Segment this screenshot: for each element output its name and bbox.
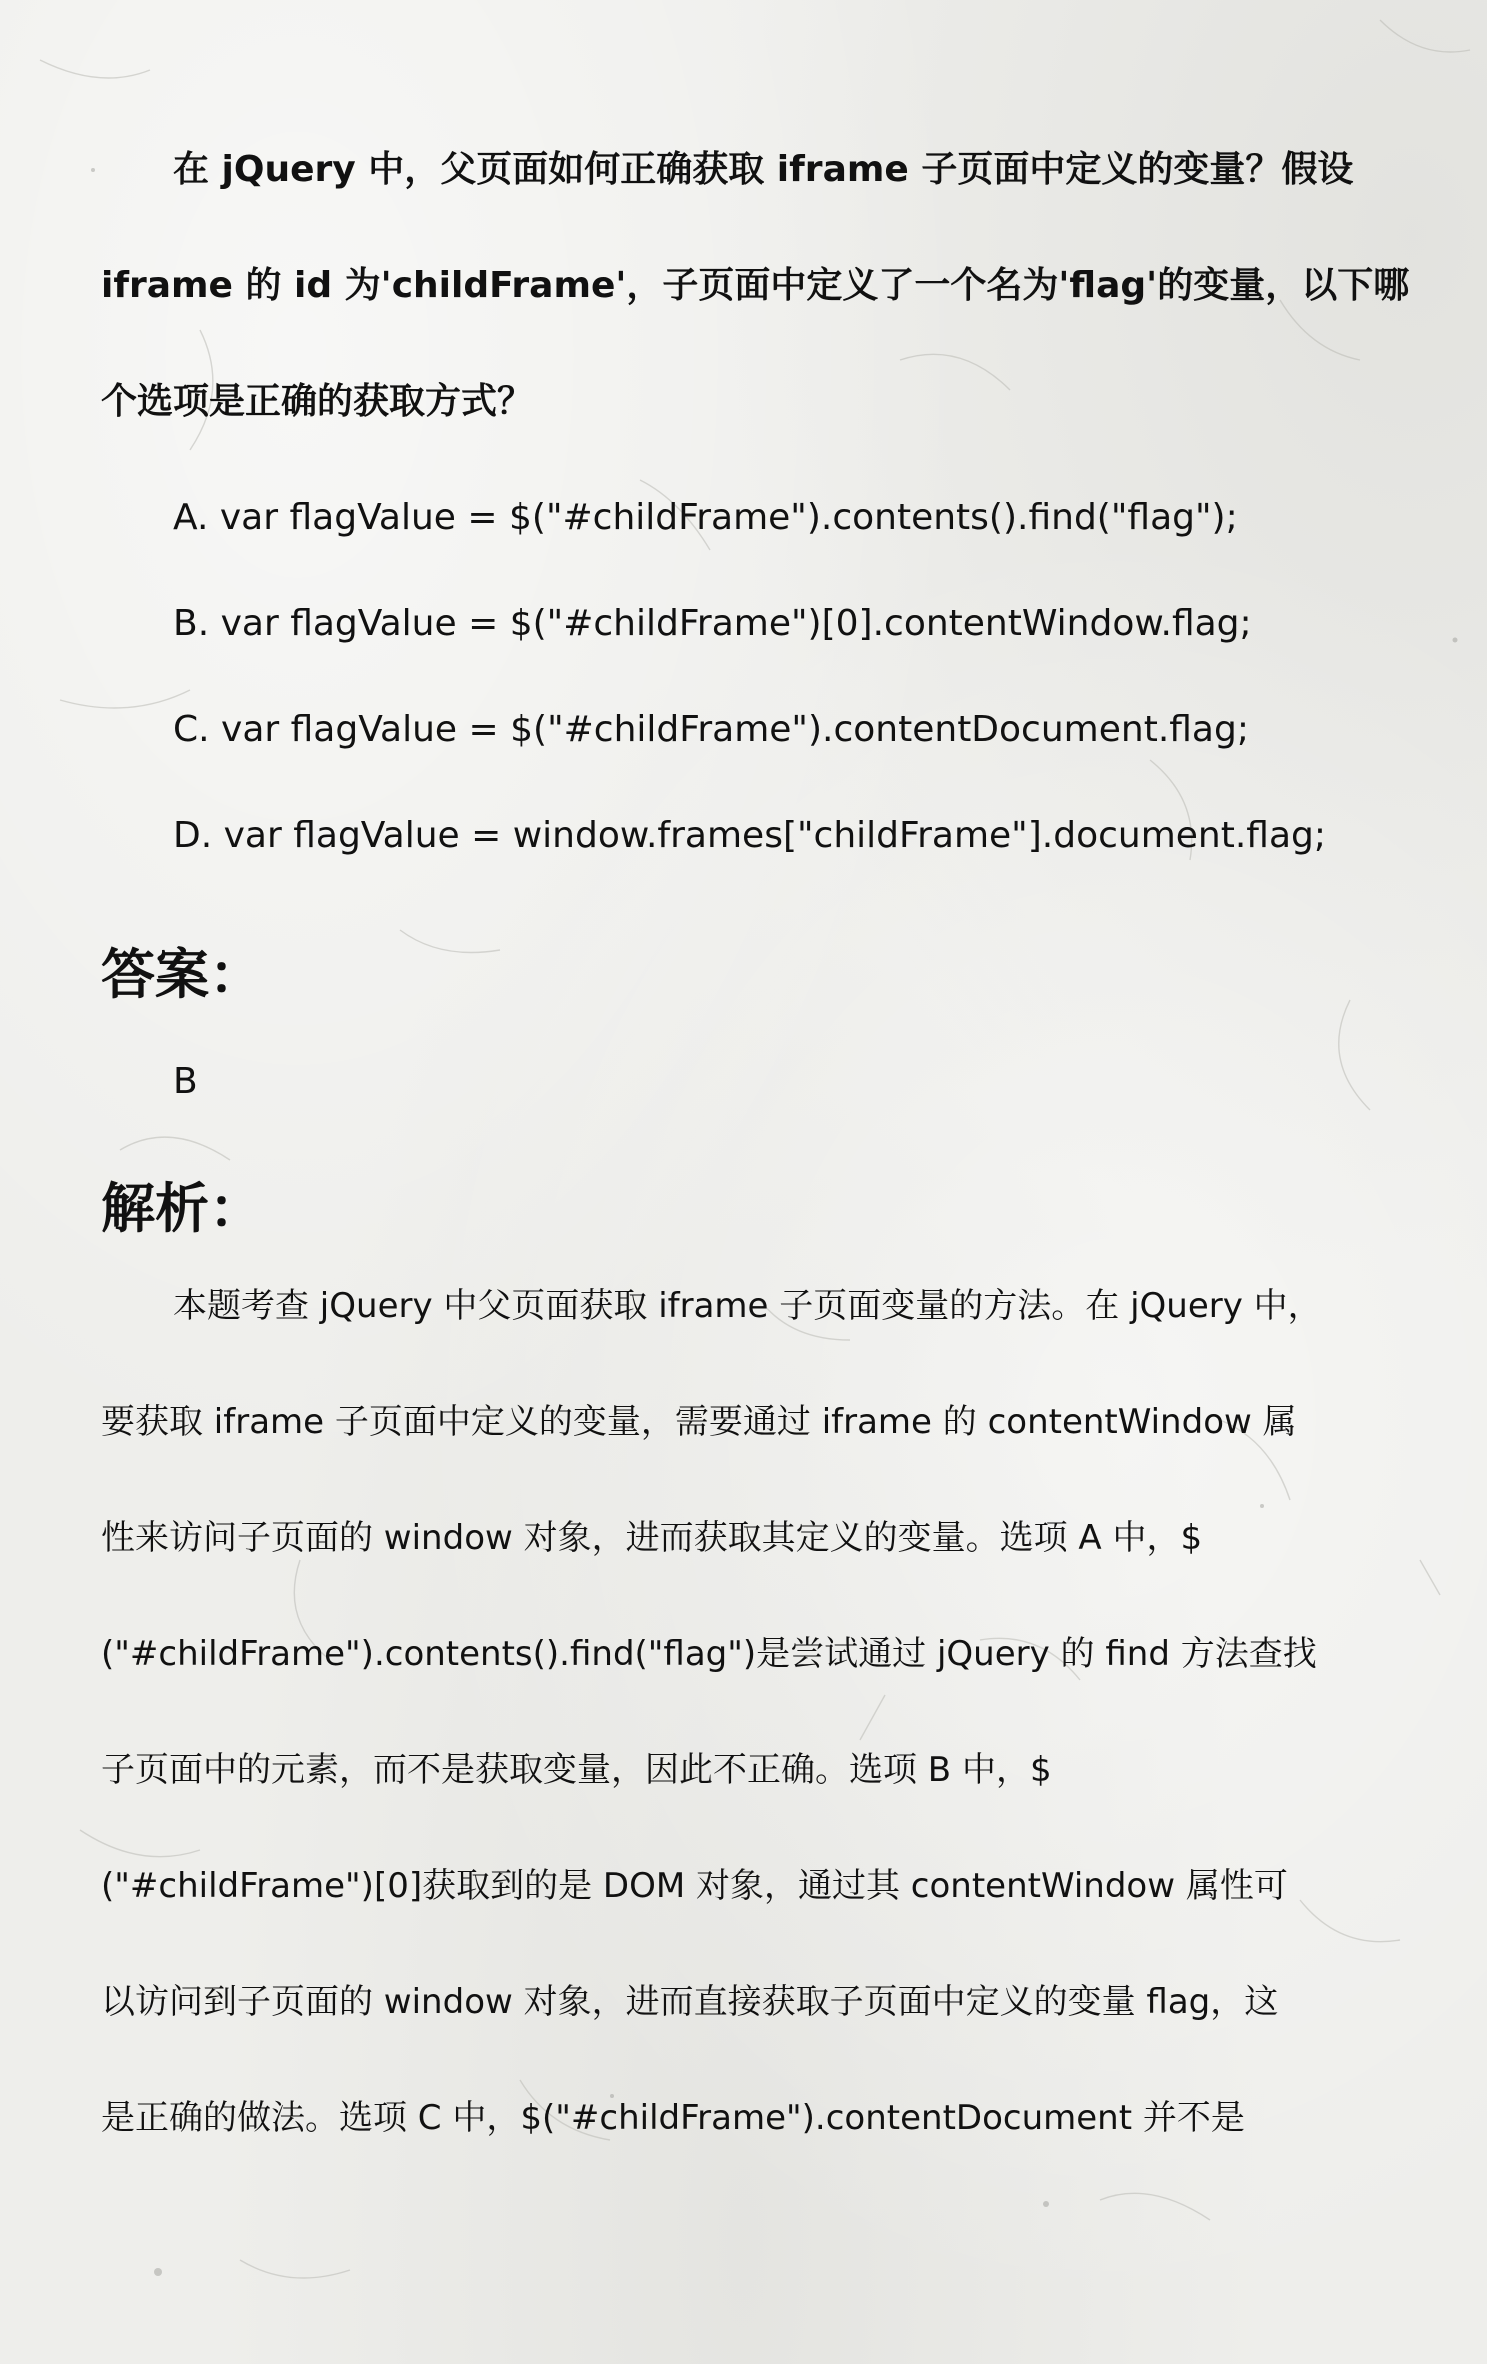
question-block — [101, 128, 1410, 476]
analysis-block — [101, 1174, 1391, 2192]
document-page — [101, 128, 1410, 2192]
answer-heading: 答案： — [101, 943, 263, 1006]
analysis-line: 子页面中的元素，而不是获取变量，因此不正确。选项 B 中，$ — [101, 1750, 1052, 1790]
option-c: C. var flagValue = $("#childFrame").contentDocument.flag; — [173, 709, 1249, 750]
options-list — [101, 476, 1391, 900]
option-a: A. var flagValue = $("#childFrame").contents().find("flag"); — [173, 497, 1238, 538]
analysis-line: ("#childFrame")[0]获取到的是 DOM 对象，通过其 contentWindow 属性可 — [101, 1866, 1288, 1906]
answer-block — [101, 940, 1391, 1124]
question-line: 个选项是正确的获取方式？ — [101, 381, 534, 422]
analysis-heading: 解析： — [101, 1177, 263, 1240]
option-b: B. var flagValue = $("#childFrame")[0].contentWindow.flag; — [173, 603, 1252, 644]
analysis-line: 是正确的做法。选项 C 中，$("#childFrame").contentDocument 并不是 — [101, 2098, 1245, 2138]
option-d: D. var flagValue = window.frames["childFrame"].document.flag; — [173, 815, 1327, 856]
analysis-line: 本题考查 jQuery 中父页面获取 iframe 子页面变量的方法。在 jQuery 中， — [173, 1286, 1322, 1326]
question-line: 在 jQuery 中，父页面如何正确获取 iframe 子页面中定义的变量？假设 — [173, 149, 1354, 190]
answer-value: B — [173, 1061, 198, 1102]
analysis-line: 以访问到子页面的 window 对象，进而直接获取子页面中定义的变量 flag，这 — [101, 1982, 1279, 2022]
question-line: iframe 的 id 为'childFrame'，子页面中定义了一个名为'flag'的变量，以下哪 — [101, 265, 1410, 306]
analysis-line: 要获取 iframe 子页面中定义的变量，需要通过 iframe 的 contentWindow 属 — [101, 1402, 1297, 1442]
analysis-line: ("#childFrame").contents().find("flag")是尝试通过 jQuery 的 find 方法查找 — [101, 1634, 1317, 1674]
analysis-line: 性来访问子页面的 window 对象，进而获取其定义的变量。选项 A 中，$ — [101, 1518, 1203, 1558]
